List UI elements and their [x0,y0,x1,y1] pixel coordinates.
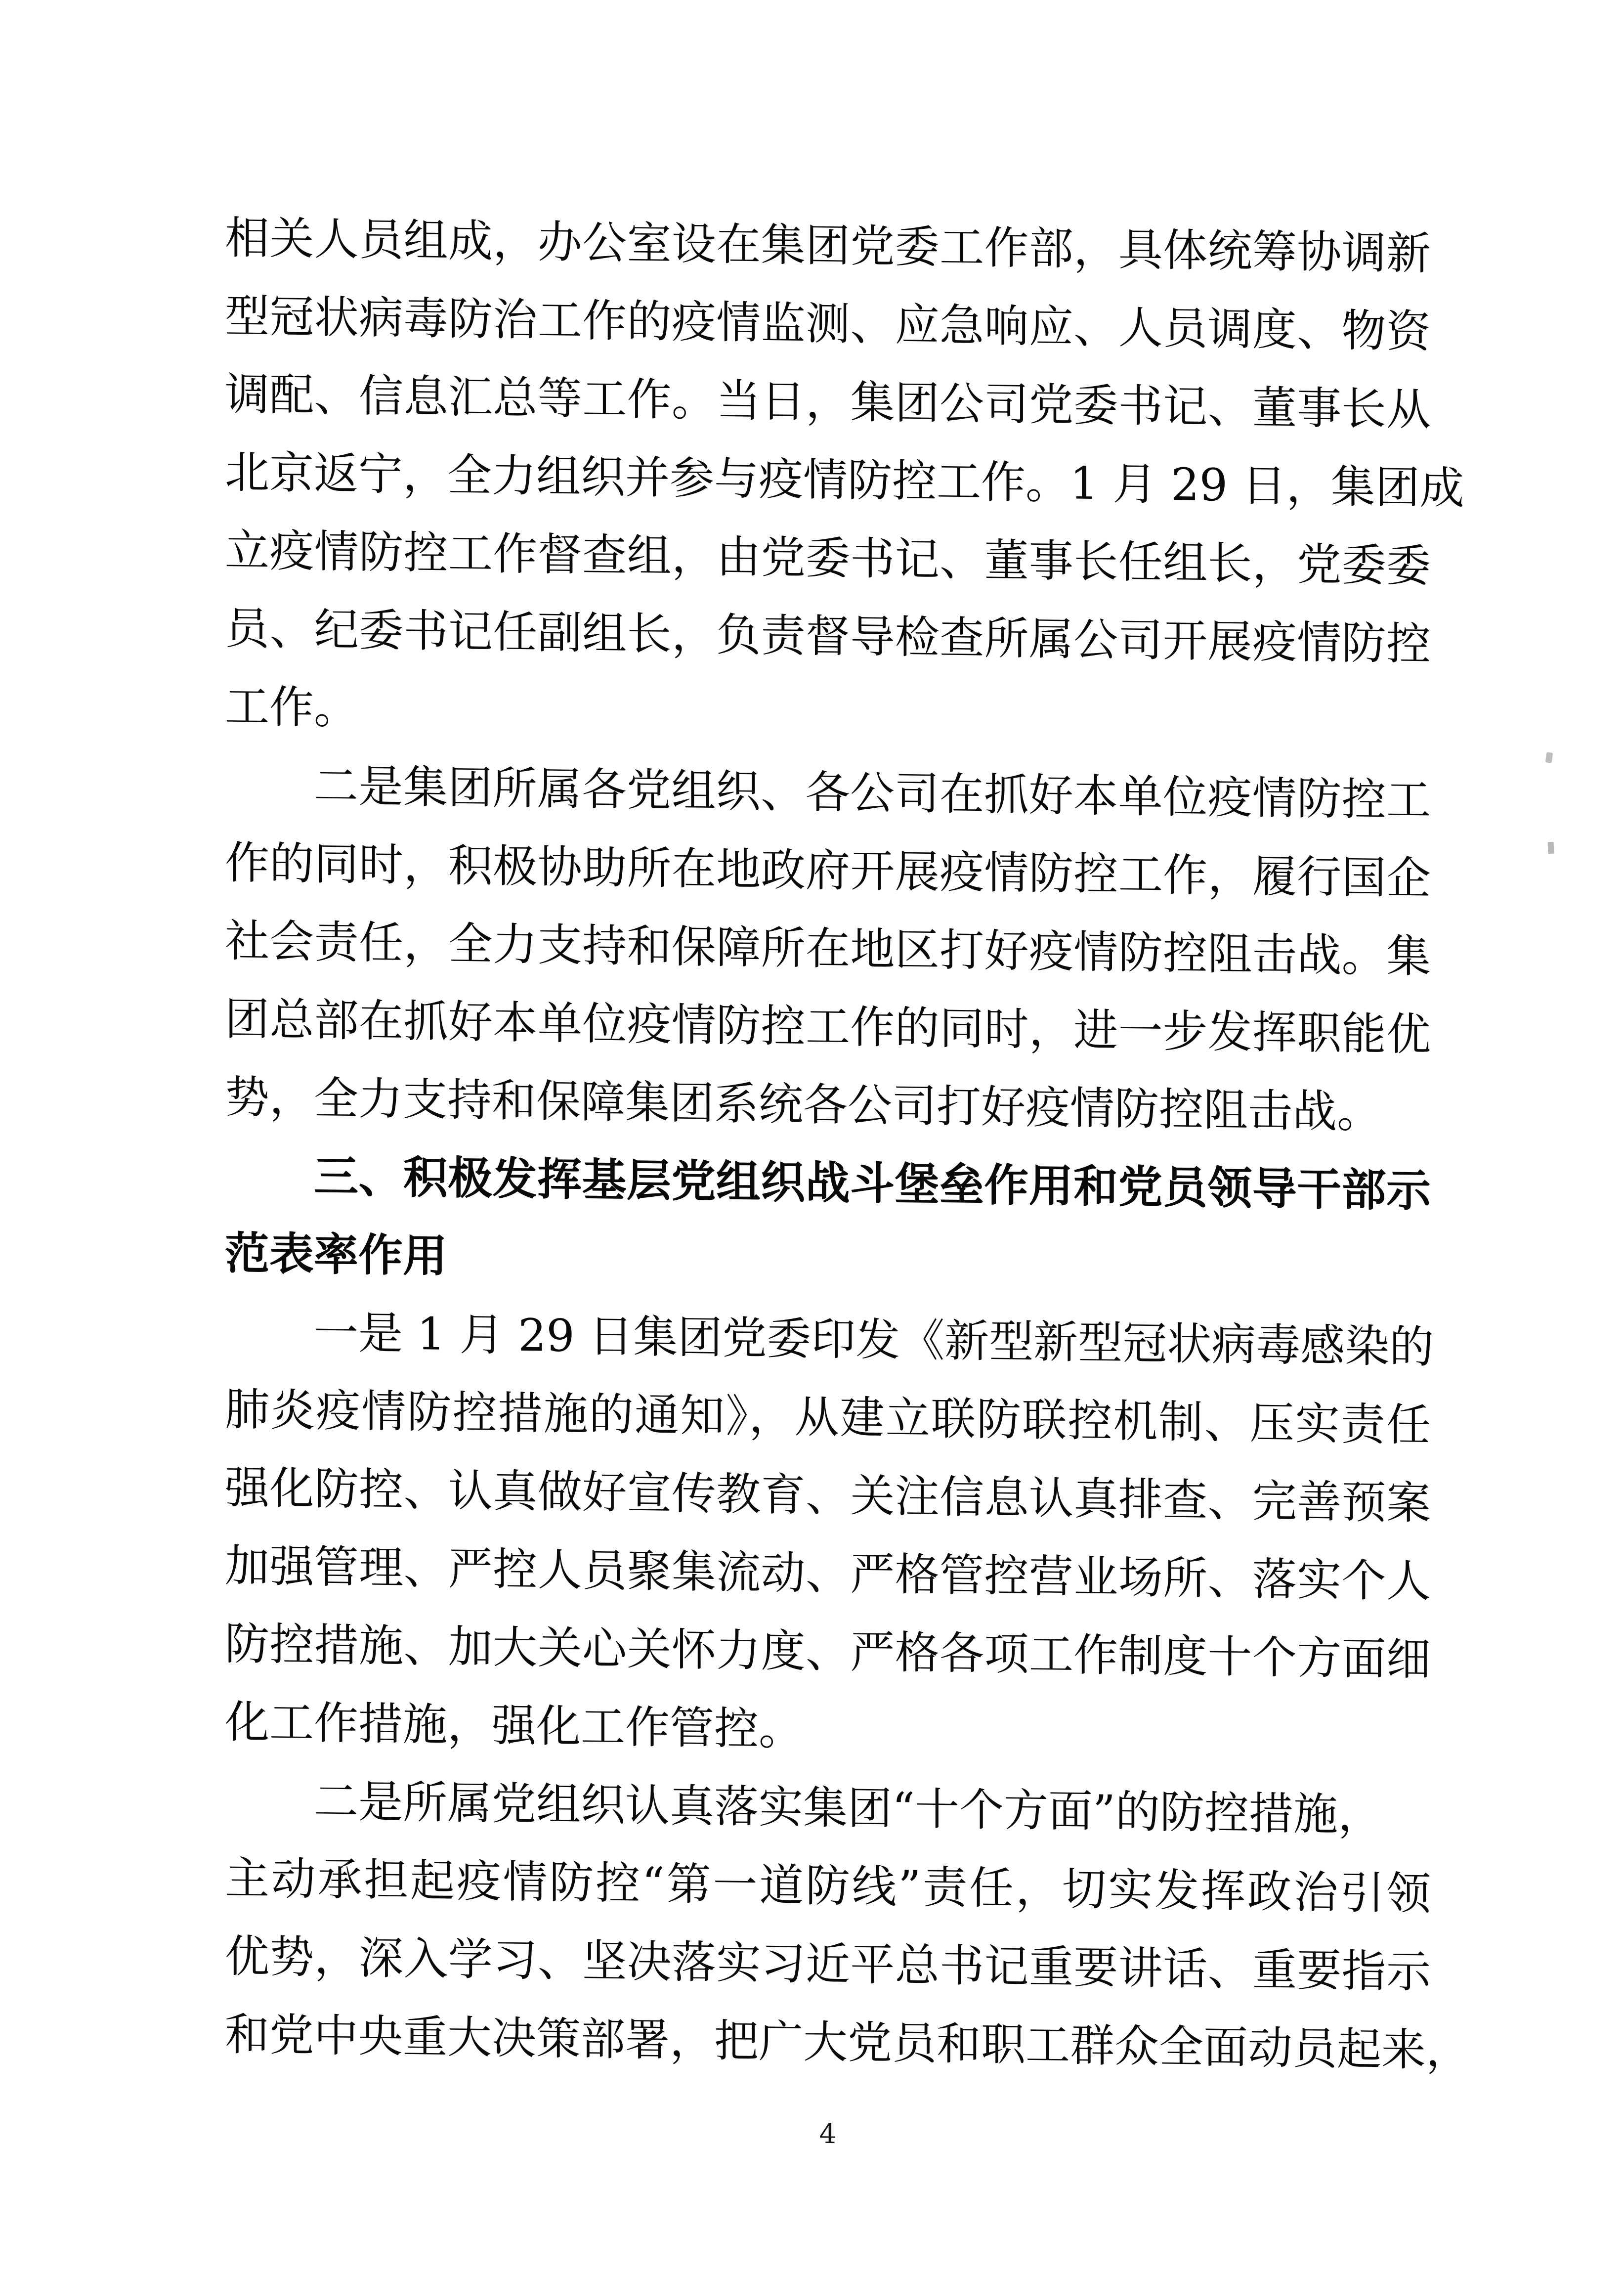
text-line: 势，全力支持和保障集团系统各公司打好疫情防控阻击战。 [225,1071,1381,1139]
text-line: 肺炎疫情防控措施的通知》，从建立联防联控机制、压实责任 [225,1384,1431,1451]
heading-line: 三、积极发挥基层党组织战斗堡垒作用和党员领导干部示 [314,1150,1431,1217]
document-body [225,199,1470,2156]
text-line: 作的同时，积极协助所在地政府开展疫情防控工作，履行国企 [225,837,1431,905]
text-line: 强化防控、认真做好宣传教育、关注信息认真排查、完善预案 [225,1462,1431,1530]
text-line: 加强管理、严控人员聚集流动、严格管控营业场所、落实个人 [225,1540,1431,1608]
text-line: 调配、信息汇总等工作。当日，集团公司党委书记、董事长从 [225,368,1431,436]
text-line: 团总部在抓好本单位疫情防控工作的同时，进一步发挥职能优 [225,993,1431,1061]
text-line: 社会责任，全力支持和保障所在地区打好疫情防控阻击战。集 [225,915,1431,983]
text-line: 相关人员组成，办公室设在集团党委工作部，具体统筹协调新 [225,212,1431,280]
text-line: 化工作措施，强化工作管控。 [225,1696,803,1756]
text-line: 一是 1 月 29 日集团党委印发《新型新型冠状病毒感染的 [314,1307,1434,1374]
text-line: 防控措施、加大关心关怀力度、严格各项工作制度十个方面细 [225,1618,1431,1686]
text-line: 二是集团所属各党组织、各公司在抓好本单位疫情防控工 [314,760,1431,827]
text-line: 员、纪委书记任副组长，负责督导检查所属公司开展疫情防控 [225,603,1431,670]
text-line: 主动承担起疫情防控“第一道防线”责任，切实发挥政治引领 [225,1852,1431,1920]
heading-line: 范表率作用 [225,1227,447,1282]
scan-smudge [1548,842,1554,854]
scan-smudge [1545,752,1553,763]
text-line: 北京返宁，全力组织并参与疫情防控工作。1 月 29 日，集团成 [225,446,1464,515]
text-line: 和党中央重大决策部署，把广大党员和职工群众全面动员起来， [225,2009,1470,2077]
text-line: 二是所属党组织认真落实集团“十个方面”的防控措施， [314,1775,1383,1841]
text-line: 立疫情防控工作督查组，由党委书记、董事长任组长，党委委 [225,525,1431,592]
page-number: 4 [819,2117,837,2150]
text-line: 型冠状病毒防治工作的疫情监测、应急响应、人员调度、物资 [225,290,1431,358]
text-line: 优势，深入学习、坚决落实习近平总书记重要讲话、重要指示 [225,1930,1431,1998]
text-line: 工作。 [225,681,358,735]
